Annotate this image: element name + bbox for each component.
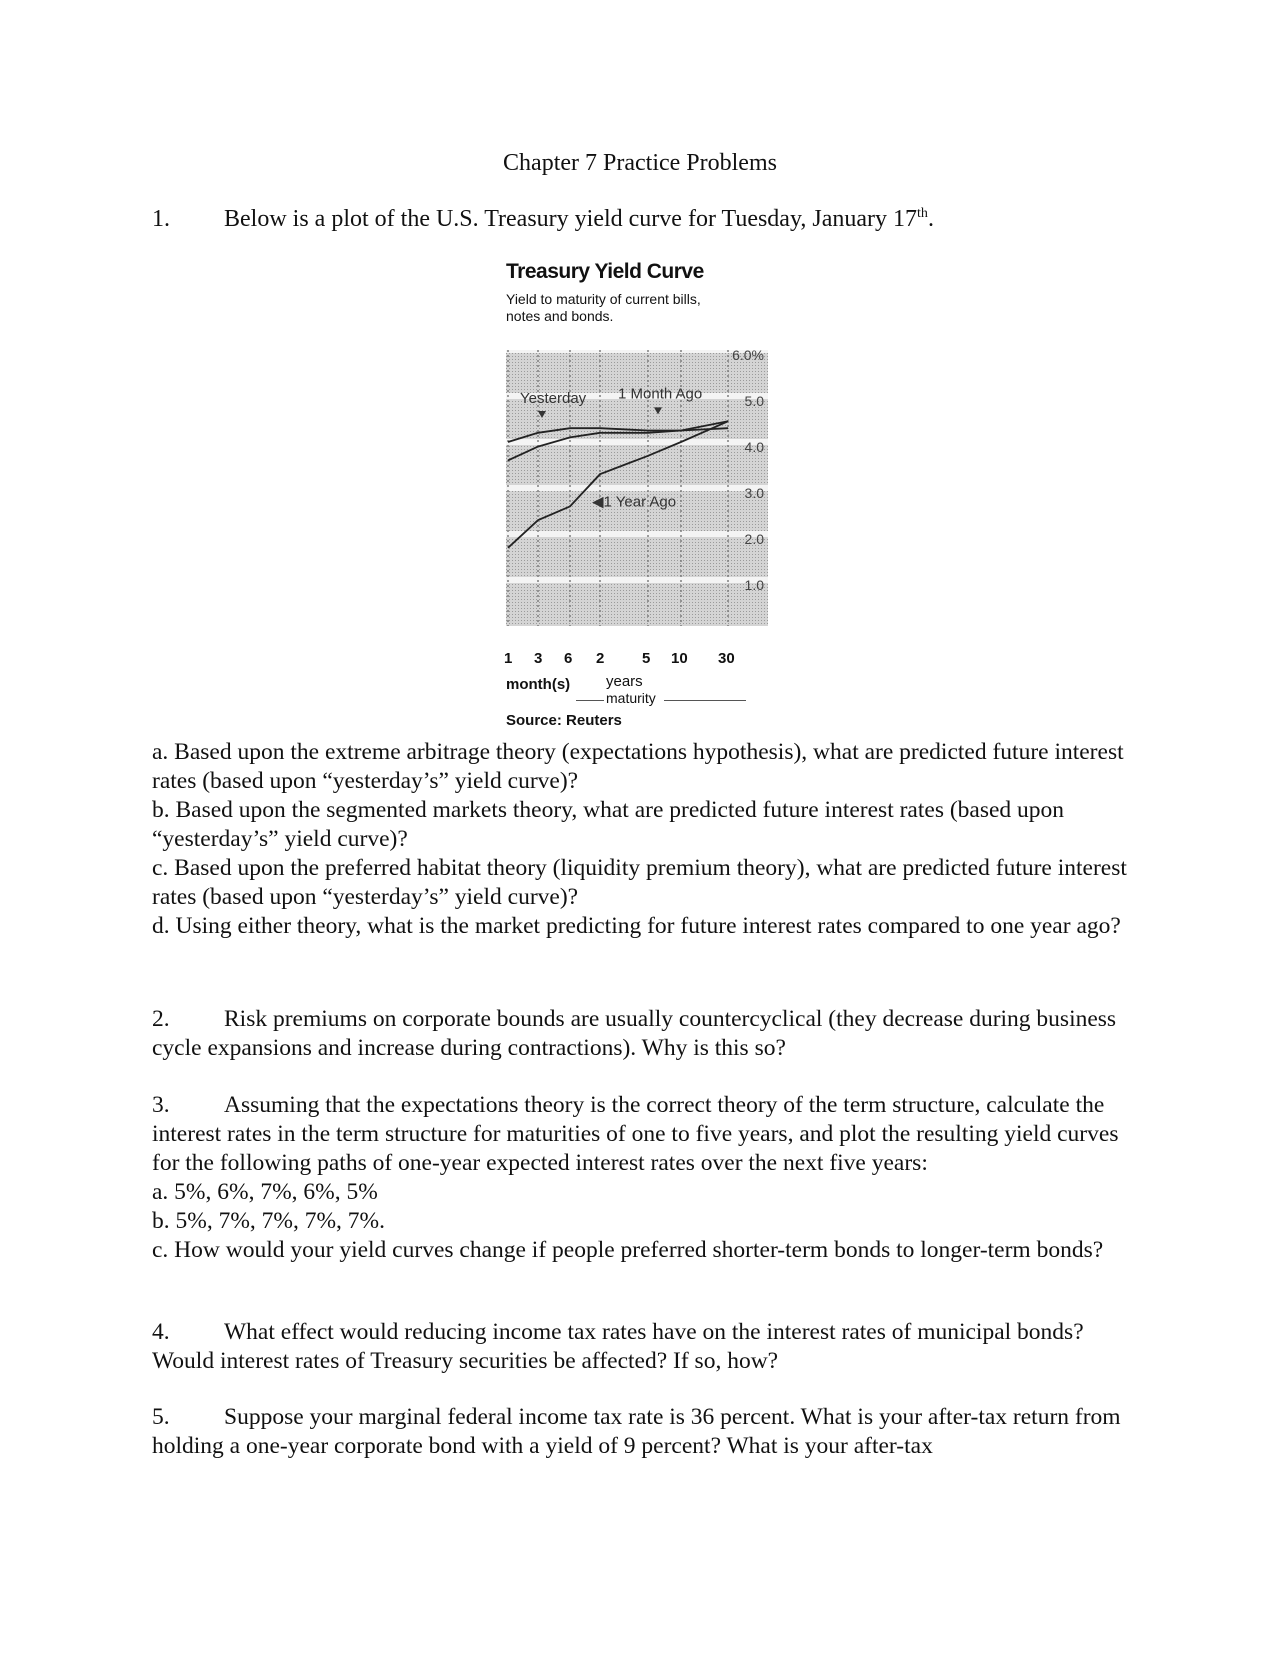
question-1b: b. Based upon the segmented markets theory, what are predicted future interest rates (based upon “yesterday’s” yield curve)? <box>152 797 1065 852</box>
y-tick-label: 2.0 <box>744 531 764 547</box>
gridline-y <box>506 577 768 583</box>
gridline-y <box>506 350 768 353</box>
maturity-rule-right <box>664 700 746 701</box>
question-1d: d. Using either theory, what is the market predicting for future interest rates compared to one year ago? <box>152 913 1121 939</box>
y-tick-label: 1.0 <box>744 577 764 593</box>
x-axis-label: maturity <box>606 690 656 706</box>
chart-title: Treasury Yield Curve <box>506 260 704 283</box>
question-text: Suppose your marginal federal income tax rate is 36 percent. What is your after-tax return from holding a one-year corporate bond with a yield of 9 percent? What is your after-tax <box>152 1404 1121 1459</box>
chart-source: Source: Reuters <box>506 712 622 729</box>
y-tick-label: 4.0 <box>744 439 764 455</box>
question-text: Assuming that the expectations theory is the correct theory of the term structure, calculate the interest rates in the term structure for maturities of one to five years, and plot the resulting yield curves for the following paths of one-year expected interest rates over the next five years: <box>152 1092 1119 1176</box>
question-number: 5. <box>152 1404 170 1430</box>
question-number: 2. <box>152 1006 170 1032</box>
chart-subtitle: Yield to maturity of current bills, notes and bonds. <box>506 291 701 324</box>
question-1c: c. Based upon the preferred habitat theory (liquidity premium theory), what are predicted future interest rates (based upon “yesterday’s” yield curve)? <box>152 855 1127 910</box>
gridline-y <box>506 531 768 537</box>
question-number: 1. <box>152 206 170 232</box>
question-text: What effect would reducing income tax rates have on the interest rates of municipal bonds? Would interest rates of Treasury securities be affected? If so, how? <box>152 1319 1084 1374</box>
date-superscript: th <box>917 206 928 221</box>
x-tick-label: 1 <box>504 650 513 667</box>
question-number: 3. <box>152 1092 170 1118</box>
question-5 <box>152 1403 1132 1461</box>
question-1a: a. Based upon the extreme arbitrage theory (expectations hypothesis), what are predicted future interest rates (based upon “yesterday’s” yield curve)? <box>152 739 1124 794</box>
question-1 <box>152 206 934 233</box>
x-tick-label: 2 <box>596 650 605 667</box>
series-label: 1 Month Ago <box>618 385 703 403</box>
y-tick-label: 5.0 <box>744 393 764 409</box>
series-label: Yesterday <box>520 389 587 407</box>
question-1-parts <box>152 738 1132 941</box>
x-tick-label: 10 <box>671 650 688 667</box>
gridline-y <box>506 485 768 491</box>
question-number: 4. <box>152 1319 170 1345</box>
question-3b: b. 5%, 7%, 7%, 7%, 7%. <box>152 1208 386 1234</box>
series-label: ◀1 Year Ago <box>592 493 677 511</box>
x-tick-label: 6 <box>564 650 573 667</box>
question-4 <box>152 1318 1132 1376</box>
y-tick-label: 3.0 <box>744 485 764 501</box>
x-unit-years: years <box>606 673 643 690</box>
yield-curve-chart <box>506 260 806 730</box>
x-tick-label: 30 <box>718 650 735 667</box>
question-2 <box>152 1005 1132 1063</box>
question-text: Risk premiums on corporate bounds are usually countercyclical (they decrease during business cycle expansions and increase during contractions). Why is this so? <box>152 1006 1117 1061</box>
chart-plot <box>506 350 806 650</box>
maturity-rule-left <box>576 700 604 701</box>
x-tick-label: 3 <box>534 650 543 667</box>
y-tick-label: 6.0% <box>732 350 764 363</box>
x-unit-months: month(s) <box>506 676 571 693</box>
question-3 <box>152 1091 1132 1265</box>
x-tick-label: 5 <box>642 650 651 667</box>
question-end: . <box>927 206 934 232</box>
question-3a: a. 5%, 6%, 7%, 6%, 5% <box>152 1179 378 1205</box>
page-title: Chapter 7 Practice Problems <box>503 150 777 176</box>
question-3c: c. How would your yield curves change if people preferred shorter-term bonds to longer-term bonds? <box>152 1237 1104 1263</box>
question-text: Below is a plot of the U.S. Treasury yield curve for Tuesday, January 17 <box>224 206 918 232</box>
